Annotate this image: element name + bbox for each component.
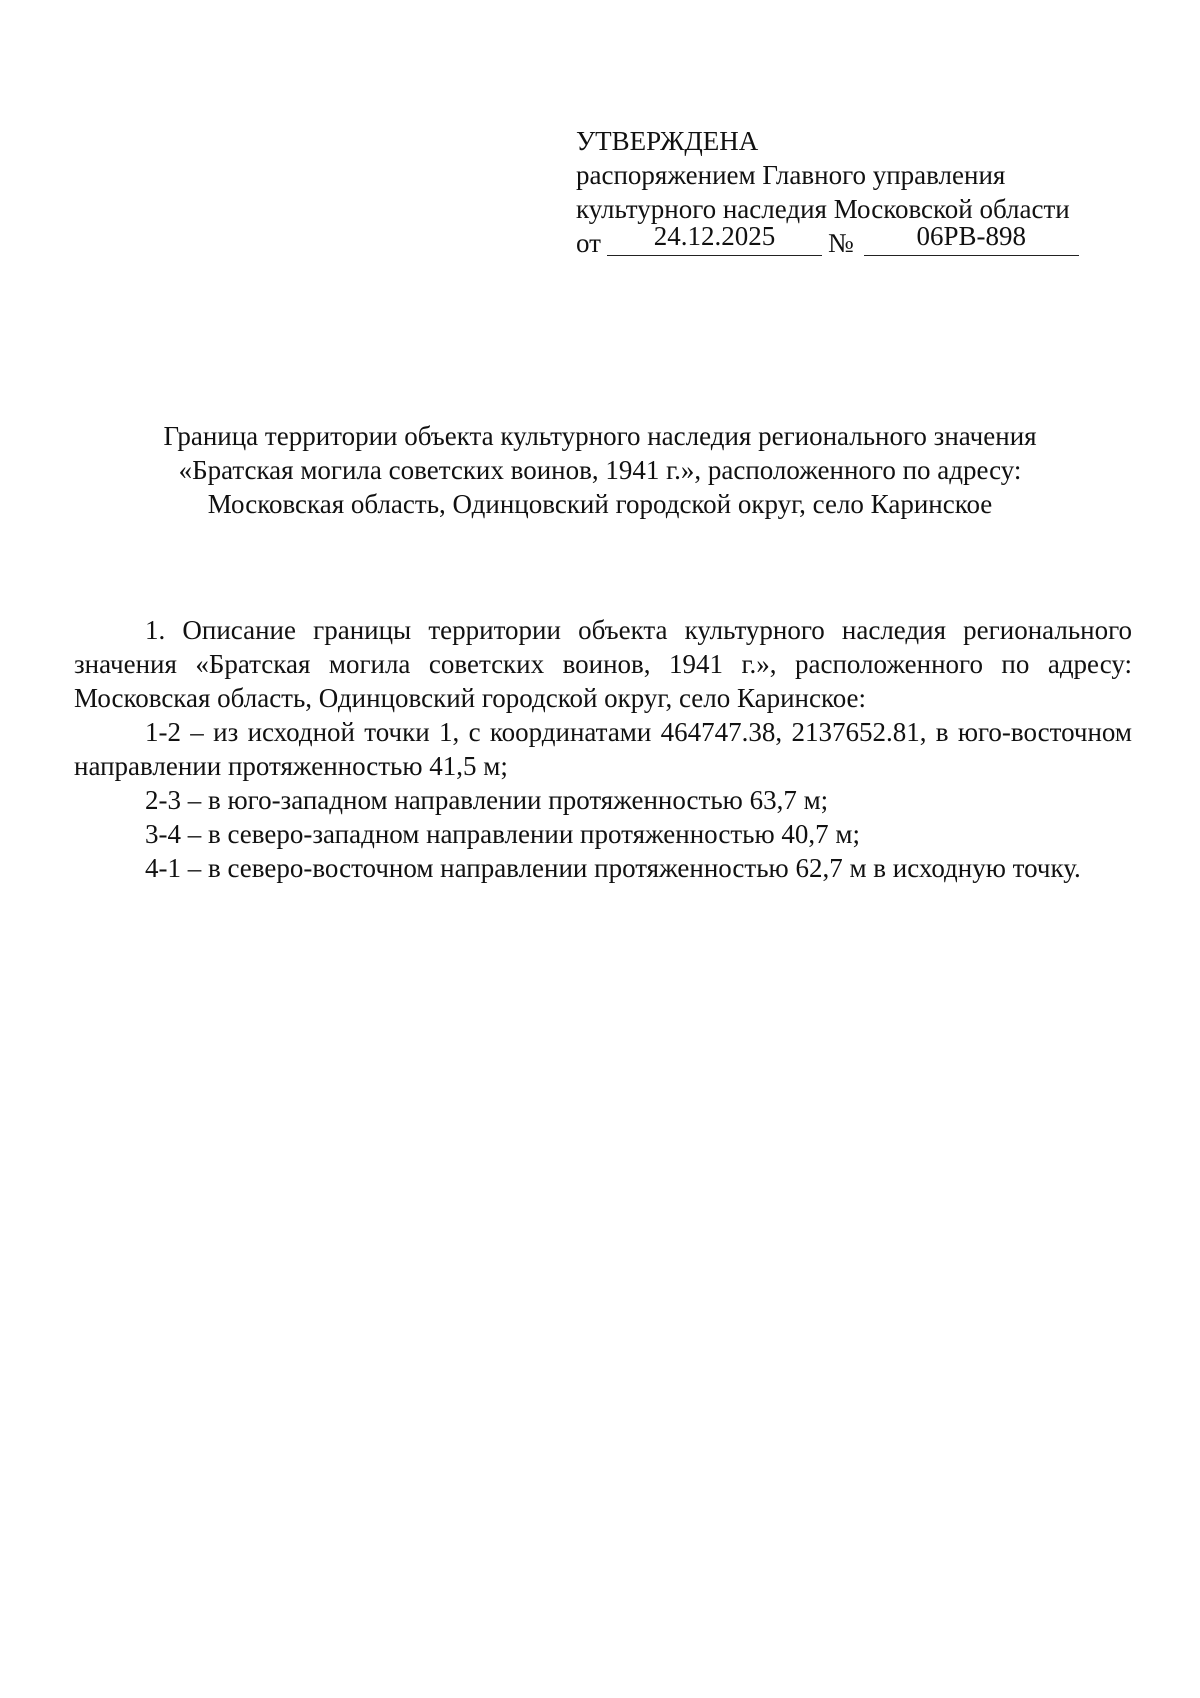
- title-line-1: Граница территории объекта культурного наследия регионального значения: [163, 421, 1037, 451]
- body-paragraph-1: 1. Описание границы территории объекта культурного наследия регионального значения «Братская могила советских воинов, 1941 г.», расположенного по адресу: Московская область, Одинцовский городской округ, село Каринское:: [74, 615, 1132, 713]
- body-paragraph-4: 3-4 – в северо-западном направлении протяженностью 40,7 м;: [145, 819, 860, 849]
- approval-heading: УТВЕРЖДЕНА: [576, 126, 759, 156]
- approval-block: [576, 124, 1136, 260]
- approval-line-1: распоряжением Главного управления: [576, 160, 1006, 190]
- body-paragraph-3: 2-3 – в юго-западном направлении протяженностью 63,7 м;: [145, 785, 829, 815]
- date-value: 24.12.2025: [653, 221, 776, 251]
- title-line-2: «Братская могила советских воинов, 1941 г.», расположенного по адресу:: [178, 455, 1022, 485]
- approval-date-line: [576, 221, 1136, 260]
- date-prefix: от: [576, 228, 601, 258]
- body-paragraph-5: 4-1 – в северо-восточном направлении протяженностью 62,7 м в исходную точку.: [145, 853, 1081, 883]
- title-line-3: Московская область, Одинцовский городской округ, село Каринское: [207, 489, 993, 519]
- number-field: [864, 221, 1079, 256]
- number-sign: №: [827, 228, 854, 258]
- number-value: 06РВ-898: [916, 221, 1026, 251]
- body-paragraph-2: 1-2 – из исходной точки 1, с координатами 464747.38, 2137652.81, в юго-восточном направлении протяженностью 41,5 м;: [74, 717, 1132, 781]
- document-title: [60, 419, 1140, 521]
- document-body: [74, 613, 1132, 885]
- date-field: [607, 221, 822, 256]
- approval-line-2: культурного наследия Московской области: [576, 194, 1070, 224]
